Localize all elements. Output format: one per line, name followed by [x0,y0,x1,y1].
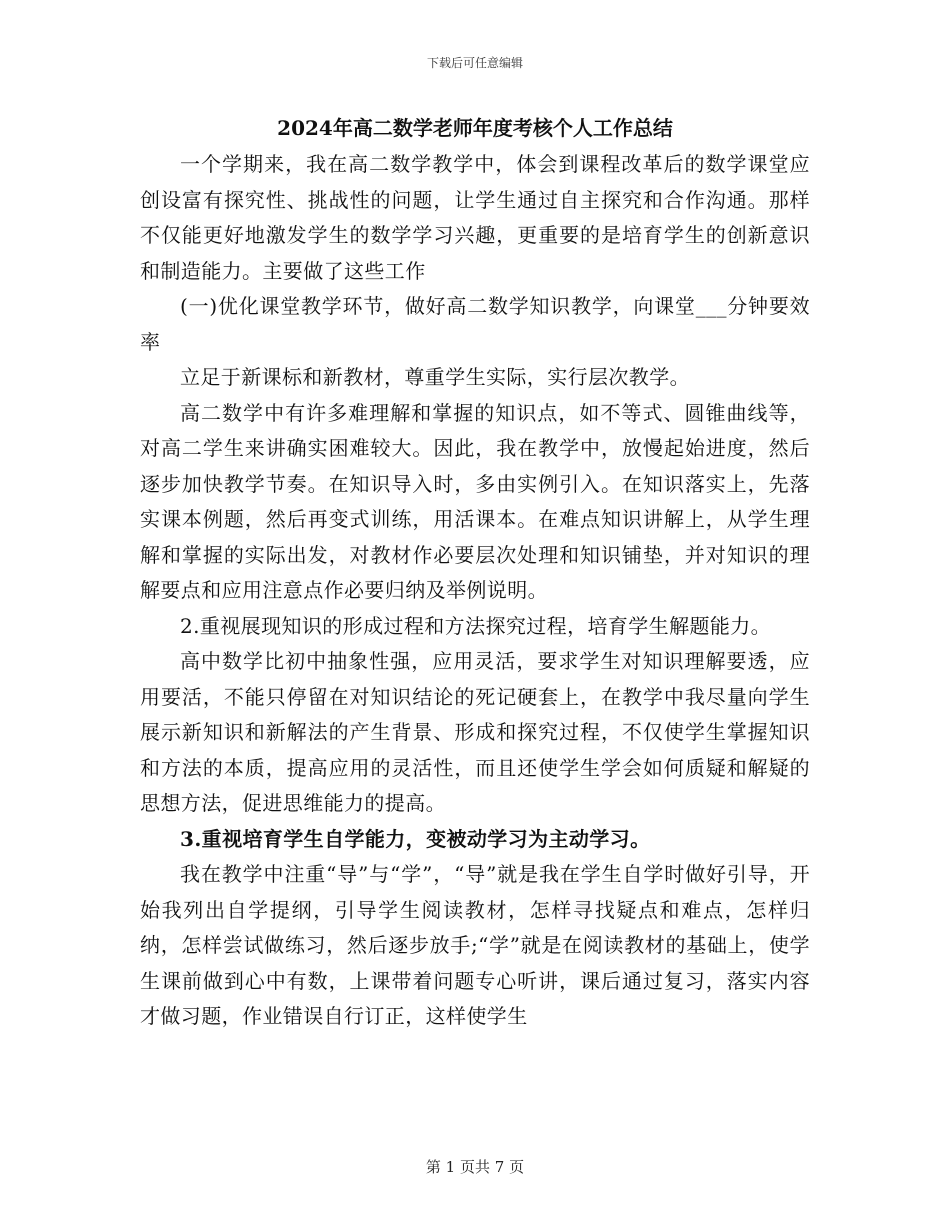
header-note: 下载后可任意编辑 [426,56,523,70]
paragraph-item-3-detail: 我在教学中注重“导”与“学”，“导”就是我在学生自学时做好引导，开始我列出自学提纲，引导学生阅读教材，怎样寻找疑点和难点，怎样归纳，怎样尝试做练习，然后逐步放手;“学”就是在阅读教材的基础上，使学生课前做到心中有数，上课带着问题专心听讲，课后通过复习，落实内容才做习题，作业错误自行订正，这样使学生 [140,862,810,1028]
document-title: 2024年高二数学老师年度考核个人工作总结 [277,116,673,140]
page-footer: 第 1 页共 7 页 [425,1158,525,1176]
document-body [140,147,810,1035]
paragraph-item-1: 立足于新课标和新教材，尊重学生实际，实行层次教学。 [180,365,690,389]
paragraph-item-3-heading: 3.重视培育学生自学能力，变被动学习为主动学习。 [180,826,651,851]
paragraph-item-1-detail: 高二数学中有许多难理解和掌握的知识点，如不等式、圆锥曲线等，对高二学生来讲确实困难较大。因此，我在教学中，放慢起始进度，然后逐步加快教学节奏。在知识导入时，多由实例引入。在知识落实上，先落实课本例题，然后再变式训练，用活课本。在难点知识讲解上，从学生理解和掌握的实际出发，对教材作必要层次处理和知识铺垫，并对知识的理解要点和应用注意点作必要归纳及举例说明。 [140,400,810,602]
paragraph-intro: 一个学期来，我在高二数学教学中，体会到课程改革后的数学课堂应创设富有探究性、挑战性的问题，让学生通过自主探究和合作沟通。那样不仅能更好地激发学生的数学学习兴趣，更重要的是培育学生的创新意识和制造能力。主要做了这些工作 [140,152,810,283]
paragraph-item-2-detail: 高中数学比初中抽象性强，应用灵活，要求学生对知识理解要透，应用要活，不能只停留在对知识结论的死记硬套上，在教学中我尽量向学生展示新知识和新解法的产生背景、形成和探究过程，不仅使学生掌握知识和方法的本质，提高应用的灵活性，而且还使学生学会如何质疑和解疑的思想方法，促进思维能力的提高。 [140,649,810,815]
paragraph-section-1-heading: (一)优化课堂教学环节，做好高二数学知识教学，向课堂___分钟要效率 [140,294,810,354]
paragraph-item-2: 2.重视展现知识的形成过程和方法探究过程，培育学生解题能力。 [180,613,772,638]
